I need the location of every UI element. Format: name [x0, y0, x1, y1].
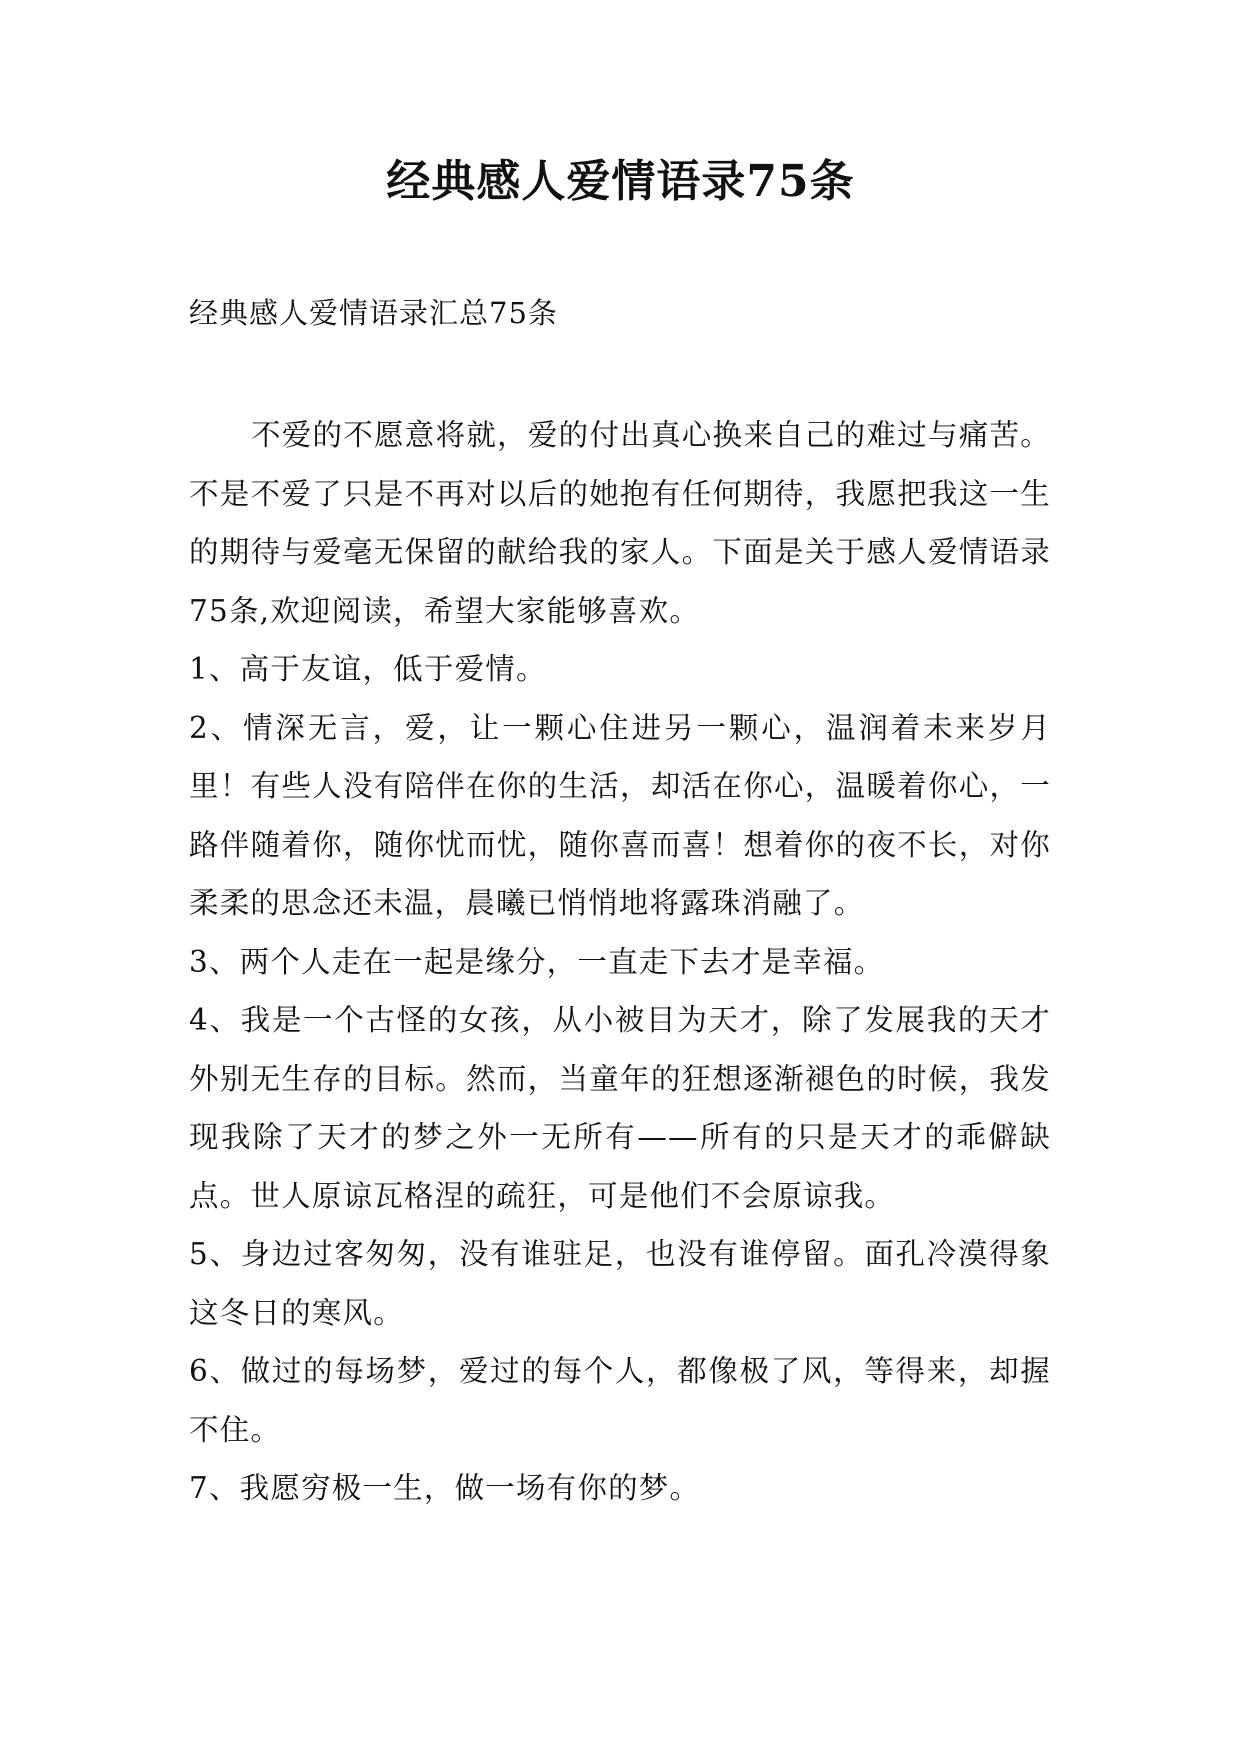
document-subtitle: 经典感人爱情语录汇总75条	[189, 296, 558, 330]
quote-paragraph: 6、做过的每场梦，爱过的每个人，都像极了风，等得来，却握不住。	[189, 1354, 1051, 1447]
quote-paragraph: 4、我是一个古怪的女孩，从小被目为天才，除了发展我的天才外别无生存的目标。然而，当童年的狂想逐渐褪色的时候，我发现我除了天才的梦之外一无所有——所有的只是天才的乖僻缺点。世人原谅瓦格涅的疏狂，可是他们不会原谅我。	[189, 1003, 1051, 1213]
document-body	[189, 406, 1051, 1518]
intro-paragraph: 不爱的不愿意将就，爱的付出真心换来自己的难过与痛苦。 不是不爱了只是不再对以后的她抱有任何期待，我愿把我这一生的期待与爱毫无保留的献给我的家人。下面是关于感人爱情语录75条,欢迎阅读，希望大家能够喜欢。	[189, 418, 1051, 628]
quote-paragraph: 1、高于友谊，低于爱情。	[189, 652, 547, 686]
quote-paragraph: 3、两个人走在一起是缘分，一直走下去才是幸福。	[189, 944, 885, 979]
document-title: 经典感人爱情语录75条	[386, 156, 855, 207]
quote-paragraph: 5、身边过客匆匆，没有谁驻足，也没有谁停留。面孔冷漠得象这冬日的寒风。	[189, 1237, 1051, 1330]
quote-paragraph: 7、我愿穷极一生，做一场有你的梦。	[189, 1471, 701, 1505]
quote-paragraph: 2、情深无言，爱，让一颗心住进另一颗心，温润着未来岁月里！有些人没有陪伴在你的生活，却活在你心，温暖着你心，一路伴随着你，随你忧而忧，随你喜而喜！想着你的夜不长，对你柔柔的思念还未温，晨曦已悄悄地将露珠消融了。	[189, 710, 1051, 920]
